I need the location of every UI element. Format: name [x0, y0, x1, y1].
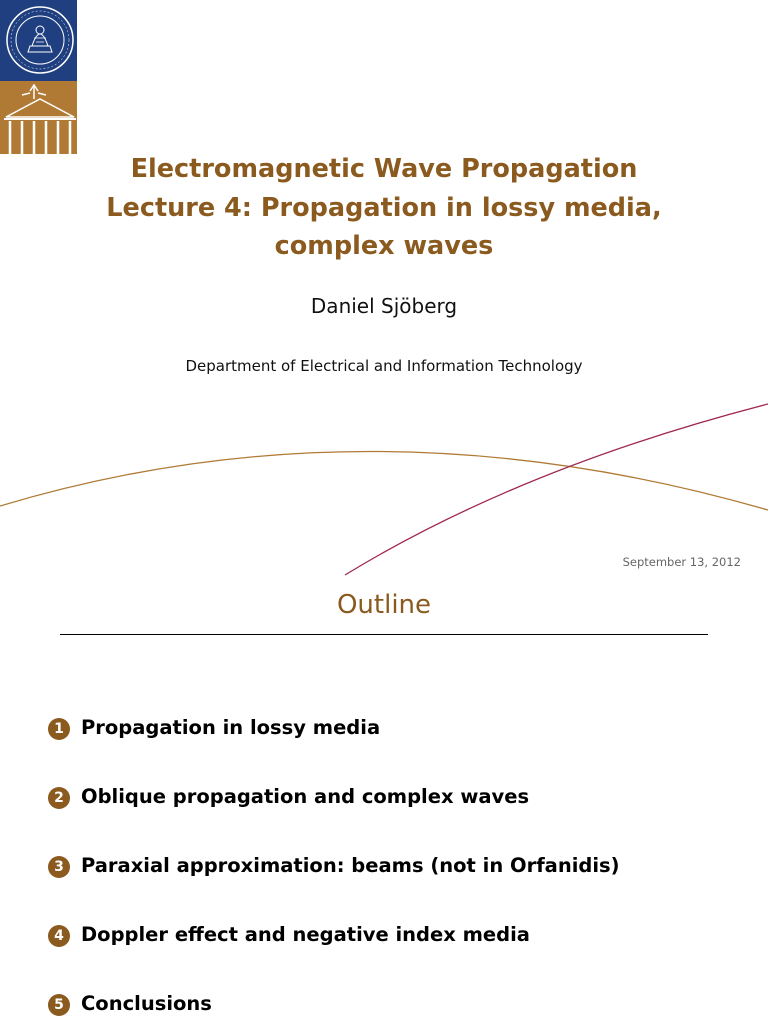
number-bullet: 4 — [48, 925, 70, 947]
outline-item[interactable] — [48, 992, 620, 1024]
author-name: Daniel Sjöberg — [310, 294, 458, 318]
red-arc-curve — [345, 404, 768, 575]
outline-item[interactable] — [48, 854, 620, 923]
number-bullet: 2 — [48, 787, 70, 809]
outline-slide — [0, 582, 768, 1024]
institute-name: Department of Electrical and Information Technology — [185, 357, 583, 375]
outline-list — [48, 716, 620, 1024]
title-line: complex waves — [274, 231, 494, 261]
outline-item-label: Doppler effect and negative index media — [81, 923, 530, 946]
outline-item-label: Conclusions — [81, 992, 212, 1015]
number-bullet: 1 — [48, 718, 70, 740]
outline-item-label: Propagation in lossy media — [81, 716, 381, 739]
outline-item[interactable] — [48, 785, 620, 854]
outline-item-label: Oblique propagation and complex waves — [81, 785, 530, 808]
number-bullet: 3 — [48, 856, 70, 878]
presentation-date: September 13, 2012 — [622, 555, 741, 569]
title-divider — [60, 634, 708, 635]
number-bullet: 5 — [48, 994, 70, 1016]
gold-arc-curve — [0, 451, 768, 510]
outline-item[interactable] — [48, 923, 620, 992]
outline-item-label: Paraxial approximation: beams (not in Orfanidis) — [81, 854, 620, 877]
outline-item[interactable] — [48, 716, 620, 785]
title-line: Electromagnetic Wave Propagation — [130, 154, 638, 184]
title-line: Lecture 4: Propagation in lossy media, — [106, 192, 662, 223]
outline-title: Outline — [336, 590, 432, 620]
